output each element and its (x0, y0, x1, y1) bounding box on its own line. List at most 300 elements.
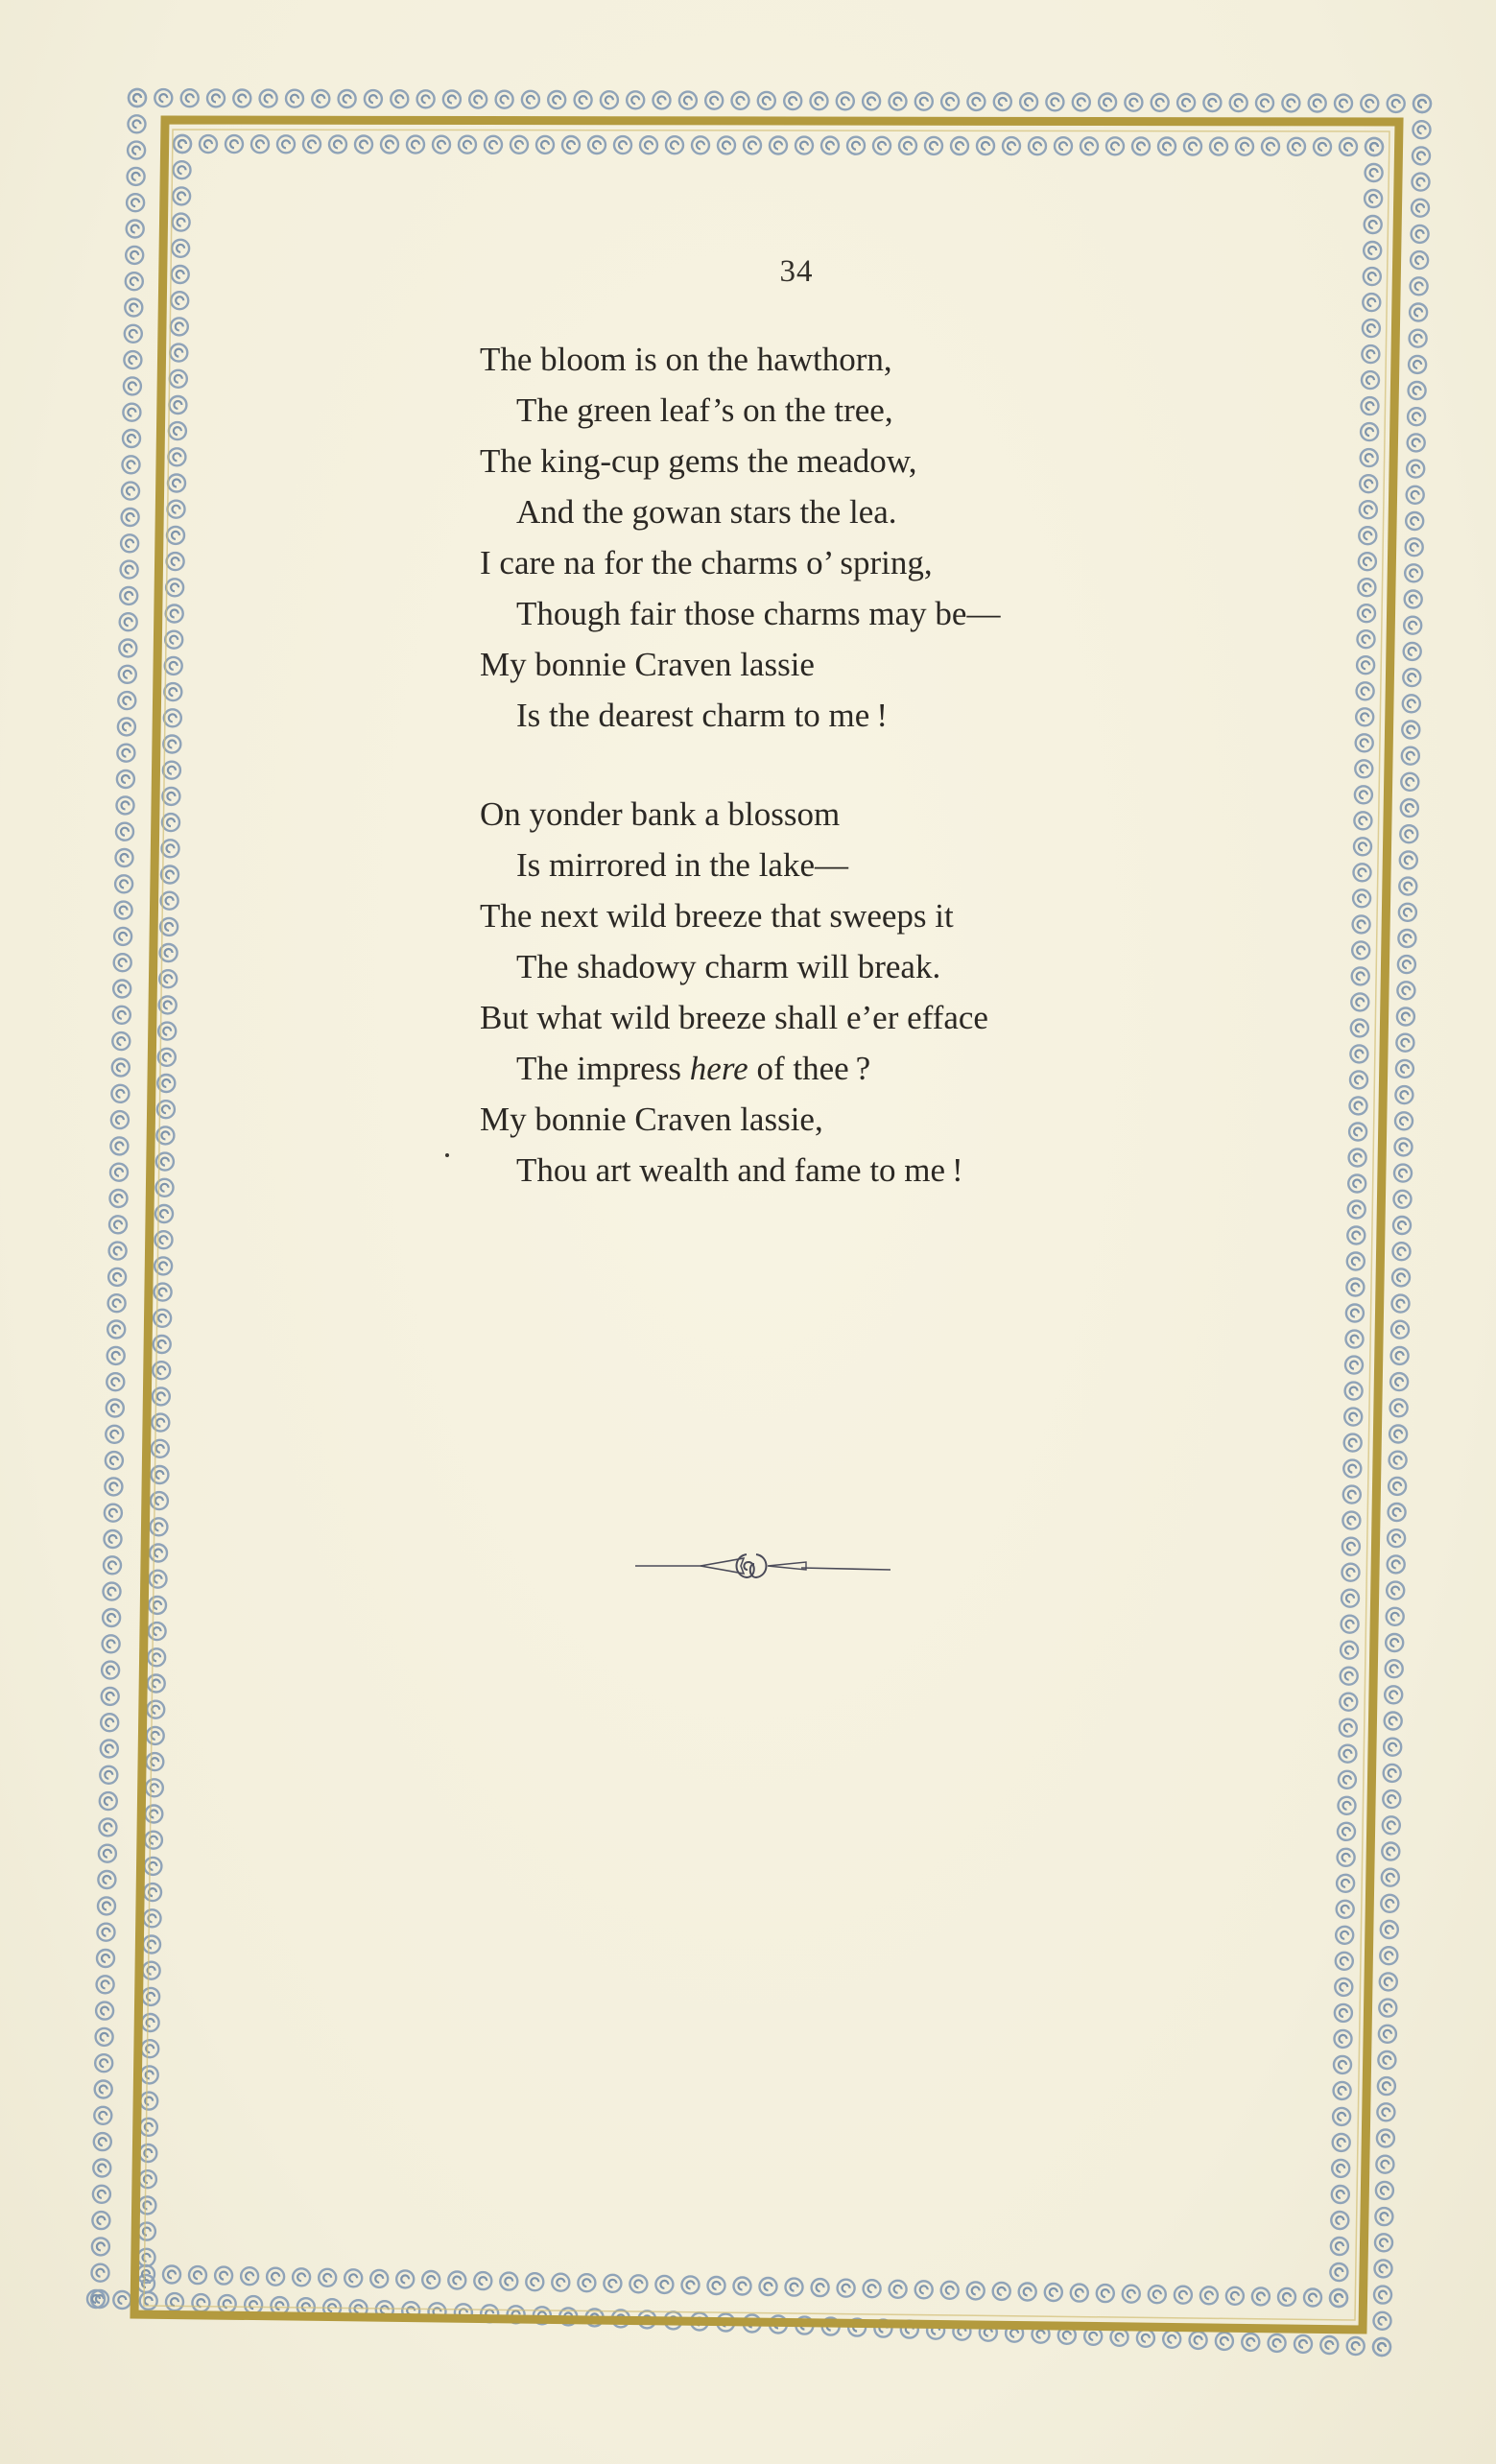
spiral-icon (1365, 138, 1383, 155)
spiral-icon (111, 1085, 129, 1102)
spiral-icon (1346, 1279, 1364, 1296)
spiral-icon (93, 2160, 110, 2177)
spiral-icon (655, 2276, 673, 2293)
spiral-icon (1376, 2182, 1393, 2199)
spiral-icon (1342, 1538, 1360, 1555)
spiral-icon (1046, 93, 1063, 110)
spiral-icon (121, 561, 138, 579)
spiral-icon (1309, 95, 1326, 112)
spiral-icon (1381, 1921, 1398, 1938)
spiral-icon (101, 1741, 118, 1758)
spiral-icon (1029, 137, 1046, 154)
spiral-icon (329, 135, 346, 153)
spiral-icon (1343, 1460, 1361, 1478)
spiral-icon (100, 1766, 117, 1784)
spiral-icon (1362, 345, 1379, 363)
spiral-icon (166, 605, 183, 623)
poem-line: The king-cup gems the meadow, (480, 442, 917, 480)
spiral-icon (1395, 1138, 1413, 1155)
spiral-icon (164, 683, 181, 700)
spiral-icon (1389, 1426, 1407, 1443)
spiral-icon (126, 272, 143, 290)
spiral-icon (144, 1909, 161, 1927)
spiral-icon (1355, 760, 1372, 777)
spiral-icon (139, 2170, 156, 2188)
spiral-icon (103, 1609, 120, 1626)
spiral-icon (1395, 1112, 1413, 1129)
spiral-icon (96, 2028, 113, 2046)
spiral-icon (97, 1976, 114, 1993)
spiral-icon (526, 2273, 543, 2290)
spiral-icon (277, 135, 295, 153)
spiral-icon (1359, 553, 1376, 570)
spiral-icon (116, 849, 133, 866)
spiral-icon (1269, 2334, 1286, 2352)
spiral-icon (604, 2275, 621, 2292)
spiral-icon (149, 1597, 166, 1614)
spiral-icon (128, 168, 145, 185)
spiral-icon (1382, 1843, 1399, 1860)
spiral-icon (1339, 1745, 1356, 1763)
spiral-icon (1333, 2108, 1350, 2125)
spiral-icon (1346, 1331, 1364, 1348)
page-number: 34 (779, 254, 814, 289)
poem-line-part: of thee ? (748, 1050, 871, 1087)
spiral-icon (169, 422, 186, 439)
spiral-icon (1350, 1071, 1367, 1088)
spiral-icon (140, 2093, 157, 2110)
spiral-icon (151, 1466, 168, 1483)
poem-line: My bonnie Craven lassie (480, 646, 815, 683)
spiral-icon (734, 2278, 751, 2295)
spiral-icon (770, 137, 787, 154)
spiral-icon (154, 89, 172, 107)
spiral-icon (1177, 94, 1195, 111)
spiral-icon (121, 534, 138, 552)
spiral-icon (226, 135, 243, 153)
spiral-icon (951, 137, 968, 154)
spiral-icon (1363, 294, 1380, 311)
spiral-icon (1361, 449, 1378, 466)
spiral-icon (1340, 1719, 1357, 1737)
spiral-icon (967, 93, 985, 110)
spiral-icon (1394, 1191, 1412, 1208)
spiral-icon (1354, 864, 1371, 881)
spiral-icon (174, 161, 191, 178)
spiral-icon (863, 92, 880, 109)
spiral-icon (1385, 1713, 1402, 1730)
spiral-icon (114, 928, 131, 945)
spiral-icon (1345, 1357, 1363, 1374)
spiral-icon (149, 1623, 166, 1640)
spiral-icon (1351, 993, 1368, 1010)
spiral-icon (1357, 656, 1374, 674)
spiral-icon (1362, 397, 1379, 415)
spiral-icon (115, 902, 132, 919)
spiral-icon (1379, 2000, 1396, 2017)
spiral-icon (165, 657, 182, 675)
spiral-icon (448, 2272, 465, 2289)
spiral-icon (1256, 94, 1273, 111)
spiral-icon (1184, 138, 1201, 155)
spiral-icon (162, 814, 179, 831)
spiral-icon (1003, 137, 1020, 154)
spiral-icon (1335, 2004, 1352, 2022)
spiral-icon (245, 2296, 262, 2313)
spiral-icon (1342, 1616, 1359, 1633)
spiral-icon (873, 137, 890, 154)
spiral-icon (241, 2267, 258, 2285)
spiral-icon (111, 1111, 129, 1128)
spiral-icon (1330, 2263, 1347, 2281)
spiral-icon (172, 240, 189, 257)
spiral-icon (123, 404, 140, 421)
poem-line: Is mirrored in the lake— (516, 846, 849, 884)
spiral-icon (1335, 2030, 1352, 2048)
spiral-icon (1354, 812, 1371, 829)
spiral-icon (104, 1556, 121, 1574)
spiral-icon (1397, 982, 1414, 999)
spiral-icon (1045, 2284, 1062, 2301)
spiral-icon (1359, 527, 1376, 544)
spiral-icon (109, 1216, 127, 1233)
spiral-icon (93, 2186, 110, 2203)
spiral-icon (1401, 799, 1418, 817)
spiral-icon (108, 1268, 126, 1286)
spiral-icon (1020, 93, 1037, 110)
spiral-icon (1111, 2329, 1128, 2346)
spiral-icon (105, 1530, 122, 1548)
spiral-icon (125, 325, 142, 343)
spiral-icon (312, 90, 329, 107)
spiral-icon (251, 135, 269, 153)
spiral-icon (122, 509, 139, 526)
spiral-icon (102, 1662, 119, 1679)
spiral-icon (1106, 137, 1124, 154)
spiral-icon (993, 2283, 1010, 2300)
spiral-icon (116, 823, 133, 841)
spiral-icon (1374, 2286, 1391, 2304)
spiral-icon (103, 1635, 120, 1652)
spiral-icon (1340, 1694, 1357, 1711)
spiral-icon (847, 137, 865, 154)
spiral-icon (1337, 1875, 1354, 1892)
spiral-icon (1353, 915, 1370, 933)
spiral-icon (1347, 1253, 1365, 1270)
spiral-icon (117, 796, 134, 814)
spiral-icon (168, 475, 185, 492)
poem-line: The green leaf’s on the tree, (516, 391, 893, 429)
spiral-icon (1226, 2287, 1244, 2305)
spiral-icon (167, 553, 184, 570)
spiral-icon (141, 2066, 158, 2083)
spiral-icon (396, 2270, 414, 2287)
spiral-icon (1403, 669, 1420, 686)
spiral-icon (106, 1452, 123, 1469)
spiral-icon (1374, 2312, 1391, 2330)
spiral-icon (443, 91, 461, 108)
spiral-icon (1360, 501, 1377, 518)
spiral-icon (1407, 461, 1424, 478)
spiral-icon (1401, 773, 1418, 791)
spiral-icon (119, 640, 136, 657)
spiral-icon (1406, 512, 1423, 530)
spiral-icon (838, 2280, 855, 2297)
spiral-icon (1236, 138, 1253, 155)
spiral-icon (142, 2014, 159, 2031)
spiral-icon (1390, 1399, 1408, 1416)
spiral-icon (148, 1648, 165, 1666)
spiral-icon (146, 1779, 163, 1796)
spiral-icon (1381, 1895, 1398, 1912)
spiral-icon (152, 1440, 169, 1457)
spiral-icon (112, 1059, 130, 1077)
spiral-icon (433, 136, 450, 154)
spiral-icon (1304, 2289, 1321, 2307)
spiral-icon (219, 2295, 236, 2312)
spiral-icon (1125, 94, 1142, 111)
spiral-icon (365, 90, 382, 107)
spiral-icon (1409, 382, 1426, 399)
spiral-icon (1365, 190, 1382, 207)
spiral-icon (1282, 94, 1299, 111)
spiral-icon (1365, 164, 1383, 181)
spiral-icon (107, 1321, 125, 1339)
spiral-icon (1336, 1953, 1353, 1970)
spiral-icon (108, 1294, 126, 1312)
spiral-icon (708, 2277, 725, 2294)
spiral-icon (1099, 94, 1116, 111)
spiral-icon (319, 2269, 336, 2286)
spiral-icon (1352, 941, 1369, 959)
spiral-icon (1404, 617, 1421, 634)
spiral-icon (148, 1675, 165, 1693)
spiral-icon (562, 136, 580, 154)
spiral-icon (381, 136, 398, 154)
spiral-icon (1336, 1927, 1353, 1944)
spiral-icon (666, 136, 683, 154)
spiral-icon (1413, 147, 1430, 164)
spiral-icon (1393, 1217, 1411, 1234)
spiral-icon (126, 247, 143, 264)
spiral-icon (144, 1884, 161, 1901)
spiral-icon (1333, 2134, 1350, 2151)
poem-line: The next wild breeze that sweeps it (480, 897, 954, 935)
spiral-icon (144, 1858, 161, 1875)
spiral-icon (147, 1701, 164, 1718)
spiral-icon (99, 1818, 116, 1836)
spiral-icon (811, 92, 828, 109)
spiral-icon (1073, 93, 1090, 110)
spiral-icon (172, 266, 189, 283)
spiral-icon (215, 2267, 232, 2285)
spiral-icon (162, 840, 179, 857)
spiral-icon (1380, 1973, 1397, 1990)
spiral-icon (98, 1871, 115, 1888)
spiral-icon (1396, 1034, 1413, 1052)
spiral-icon (1389, 1504, 1406, 1521)
spiral-icon (890, 93, 907, 110)
spiral-icon (1349, 1149, 1366, 1167)
spiral-icon (1332, 2160, 1349, 2177)
spiral-icon (164, 709, 181, 726)
spiral-icon (138, 2223, 155, 2240)
spiral-icon (138, 2249, 155, 2266)
spiral-icon (1387, 1608, 1404, 1625)
spiral-icon (109, 1243, 127, 1260)
spiral-icon (1377, 2130, 1394, 2147)
spiral-icon (1375, 2234, 1392, 2251)
spiral-icon (1347, 2337, 1365, 2355)
spiral-icon (143, 1936, 160, 1954)
spiral-icon (127, 221, 144, 238)
spiral-icon (166, 579, 183, 596)
spiral-icon (1396, 1060, 1413, 1078)
spiral-icon (1356, 734, 1373, 751)
spiral-icon (1332, 2186, 1349, 2203)
spiral-icon (129, 115, 146, 132)
spiral-icon (1413, 174, 1430, 191)
spiral-icon (1388, 95, 1405, 112)
spiral-icon (1344, 1409, 1362, 1426)
spiral-icon (1386, 1634, 1403, 1651)
spiral-icon (150, 1571, 167, 1588)
spiral-icon (552, 2274, 569, 2291)
spiral-icon (601, 91, 618, 108)
spiral-icon (1411, 277, 1428, 295)
spiral-icon (1377, 2103, 1394, 2120)
spiral-icon (1358, 579, 1375, 596)
spiral-icon (1395, 1086, 1413, 1103)
spiral-icon (119, 666, 136, 683)
spiral-icon (588, 136, 606, 154)
spiral-icon (744, 136, 761, 154)
spiral-icon (1252, 2287, 1270, 2305)
spiral-icon (1388, 1529, 1405, 1547)
spiral-icon (795, 137, 813, 154)
spiral-icon (1400, 825, 1417, 842)
spiral-icon (110, 1164, 128, 1181)
spiral-icon (1409, 356, 1426, 373)
spiral-icon (1383, 1816, 1400, 1834)
spiral-icon (1398, 956, 1415, 973)
spiral-icon (1405, 564, 1422, 581)
spiral-icon (1334, 2082, 1351, 2099)
spiral-icon (1362, 371, 1379, 389)
spiral-icon (101, 1714, 118, 1731)
spiral-icon (142, 1988, 159, 2005)
spiral-icon (170, 344, 187, 362)
spiral-icon (1344, 1434, 1362, 1452)
spiral-icon (758, 92, 775, 109)
spiral-icon (1314, 138, 1331, 155)
spiral-icon (303, 135, 321, 153)
poem-line: I care na for the charms o’ spring, (480, 544, 933, 581)
poem-line-part: The impress (516, 1050, 690, 1087)
spiral-icon (97, 1950, 114, 1967)
spiral-icon (1288, 138, 1305, 155)
spiral-icon (192, 2294, 209, 2311)
spiral-icon (1399, 904, 1416, 921)
spiral-icon (168, 448, 185, 465)
spiral-icon (1071, 2285, 1088, 2302)
spiral-icon (1410, 304, 1427, 321)
spiral-icon (162, 788, 179, 805)
spiral-icon (496, 91, 513, 108)
spiral-icon (1403, 695, 1420, 712)
spiral-icon (115, 875, 132, 892)
spiral-icon (1364, 242, 1381, 259)
spiral-icon (1334, 2056, 1351, 2073)
spiral-icon (1391, 1321, 1409, 1339)
spiral-icon (1402, 747, 1419, 765)
spiral-icon (977, 137, 994, 154)
ink-speck (445, 1153, 449, 1157)
spiral-icon (1407, 486, 1424, 504)
spiral-icon (165, 631, 182, 649)
spiral-icon (141, 2040, 158, 2057)
spiral-icon (110, 1137, 128, 1154)
spiral-icon (1373, 2338, 1390, 2356)
spiral-icon (1337, 1901, 1354, 1918)
spiral-icon (95, 2081, 112, 2098)
spiral-icon (1216, 2333, 1233, 2350)
spiral-icon (1349, 1124, 1366, 1141)
spiral-icon (163, 2266, 180, 2284)
spiral-icon (173, 187, 190, 204)
spiral-icon (105, 1504, 122, 1522)
spiral-icon (692, 136, 709, 154)
spiral-icon (92, 2264, 109, 2282)
poem-line: My bonnie Craven lassie, (480, 1101, 823, 1138)
spiral-icon (293, 2268, 310, 2286)
spiral-icon (99, 1845, 116, 1862)
spiral-icon (705, 92, 723, 109)
spiral-icon (153, 1387, 170, 1405)
spiral-icon (1331, 2238, 1348, 2255)
spiral-icon (1392, 1295, 1410, 1313)
spiral-icon (1361, 423, 1378, 440)
spiral-icon (1343, 1486, 1361, 1504)
spiral-icon (1375, 2208, 1392, 2225)
spiral-icon (1402, 722, 1419, 739)
spiral-icon (344, 2269, 362, 2286)
spiral-icon (821, 137, 839, 154)
spiral-icon (1340, 138, 1357, 155)
spiral-icon (1345, 1383, 1363, 1400)
spiral-icon (1097, 2285, 1114, 2302)
spiral-icon (113, 2291, 131, 2309)
spiral-icon (1242, 2334, 1259, 2351)
spiral-icon (189, 2266, 206, 2284)
spiral-icon (129, 89, 146, 107)
spiral-icon (100, 1792, 117, 1810)
poem-line: But what wild breeze shall e’er efface (480, 999, 988, 1036)
spiral-icon (1398, 930, 1415, 947)
poem-line: Thou art wealth and fame to me ! (516, 1151, 963, 1189)
spiral-icon (173, 214, 190, 231)
spiral-icon (150, 1545, 167, 1562)
spiral-icon (511, 136, 528, 154)
spiral-icon (941, 93, 959, 110)
spiral-icon (117, 770, 134, 788)
spiral-icon (174, 135, 191, 153)
spiral-icon (1348, 1175, 1365, 1193)
spiral-icon (1230, 94, 1247, 111)
italic-word: here (689, 1050, 748, 1087)
spiral-icon (104, 1583, 121, 1600)
spiral-icon (143, 1962, 160, 1979)
